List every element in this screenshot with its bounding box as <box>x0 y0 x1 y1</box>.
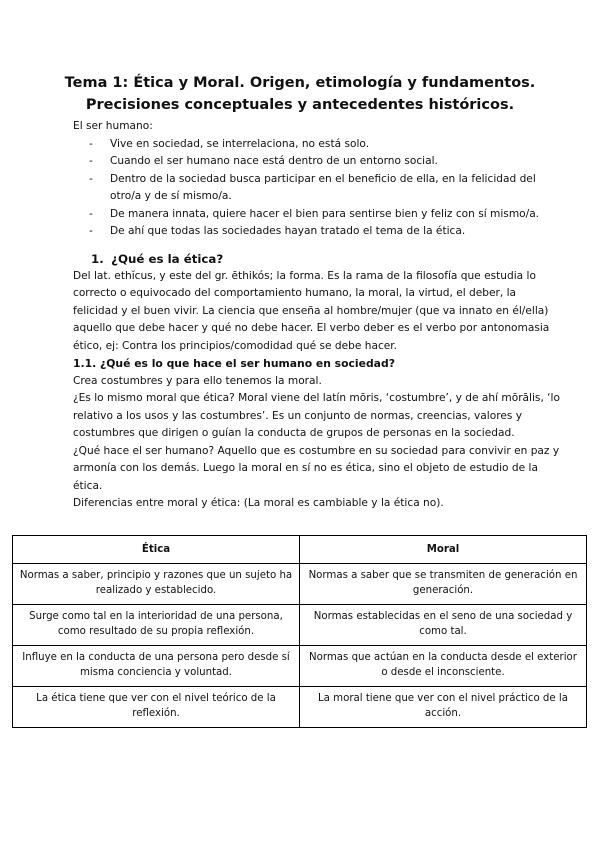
table-header-row <box>13 536 587 564</box>
list-item: - Cuando el ser humano nace está dentro de un entorno social. <box>87 153 563 171</box>
table-cell: Normas a saber que se transmiten de generación en generación. <box>300 564 587 605</box>
table-cell: Normas que actúan en la conducta desde el exterior o desde el inconsciente. <box>300 646 587 687</box>
section-1-1-heading: 1.1. ¿Qué es lo que hace el ser humano en sociedad? <box>73 357 395 370</box>
table-cell: Normas establecidas en el seno de una sociedad y como tal. <box>300 605 587 646</box>
list-item: - Dentro de la sociedad busca participar en el beneficio de ella, en la felicidad del otro/a y de sí mismo/a. <box>87 171 563 206</box>
table-cell: La ética tiene que ver con el nivel teórico de la reflexión. <box>13 687 300 728</box>
table-cell: La moral tiene que ver con el nivel práctico de la acción. <box>300 687 587 728</box>
table-cell: Normas a saber, principio y razones que un sujeto ha realizado y establecido. <box>13 564 300 605</box>
document-body <box>73 118 563 513</box>
table-row <box>13 564 587 605</box>
title-line-1: Tema 1: Ética y Moral. Origen, etimología y fundamentos. <box>64 75 536 91</box>
table-header-moral: Moral <box>300 536 587 564</box>
table-header-etica: Ética <box>13 536 300 564</box>
ethics-moral-table <box>12 535 587 728</box>
table-cell: Surge como tal en la interioridad de una persona, como resultado de su propia reflexión. <box>13 605 300 646</box>
document-title <box>40 72 560 116</box>
table-row <box>13 646 587 687</box>
section-1-number: 1. <box>91 251 104 266</box>
section-1-1-paragraph-2: ¿Es lo mismo moral que ética? Moral viene del latín mōris, ‘costumbre’, y de ahí mōrālis, ‘lo relativo a los usos y las costumbres’. Es un conjunto de normas, creencias, valores y costumbres que dirigen o guían la conducta de grupos de personas en la sociedad. <box>73 392 560 439</box>
title-line-2: Precisiones conceptuales y antecedentes históricos. <box>85 97 515 113</box>
section-1-1-paragraph-4: Diferencias entre moral y ética: (La moral es cambiable y la ética no). <box>73 497 444 509</box>
section-1-heading-text: ¿Qué es la ética? <box>111 251 224 266</box>
table-cell: Influye en la conducta de una persona pero desde sí misma conciencia y voluntad. <box>13 646 300 687</box>
list-item: - De manera innata, quiere hacer el bien para sentirse bien y feliz con sí mismo/a. <box>87 206 563 224</box>
intro-lead: El ser humano: <box>73 120 153 132</box>
section-1-paragraph: Del lat. ethĭcus, y este del gr. ēthikós; la forma. Es la rama de la filosofía que estudia lo correcto o equivocado del comportamiento humano, la moral, la virtud, el deber, la felicidad y el buen vivir. La ciencia que enseña al hombre/mujer (que va innato en él/ella) aquello que debe hacer y qué no debe hacer. El verbo deber es el verbo por antonomasia ético, ej: Contra los principios/comodidad qué se debe hacer. <box>73 269 550 352</box>
table-row <box>13 687 587 728</box>
list-item: - De ahí que todas las sociedades hayan tratado el tema de la ética. <box>87 223 563 241</box>
list-item: - Vive en sociedad, se interrelaciona, no está solo. <box>87 136 563 154</box>
section-1-1-paragraph-1: Crea costumbres y para ello tenemos la moral. <box>73 374 322 387</box>
table-row <box>13 605 587 646</box>
section-1-heading <box>91 250 563 268</box>
intro-bullet-list <box>73 136 563 241</box>
section-1-1-paragraph-3: ¿Qué hace el ser humano? Aquello que es costumbre en su sociedad para convivir en paz y armonía con los demás. Luego la moral en sí no es ética, sino el objeto de estudio de la ética. <box>73 444 560 492</box>
